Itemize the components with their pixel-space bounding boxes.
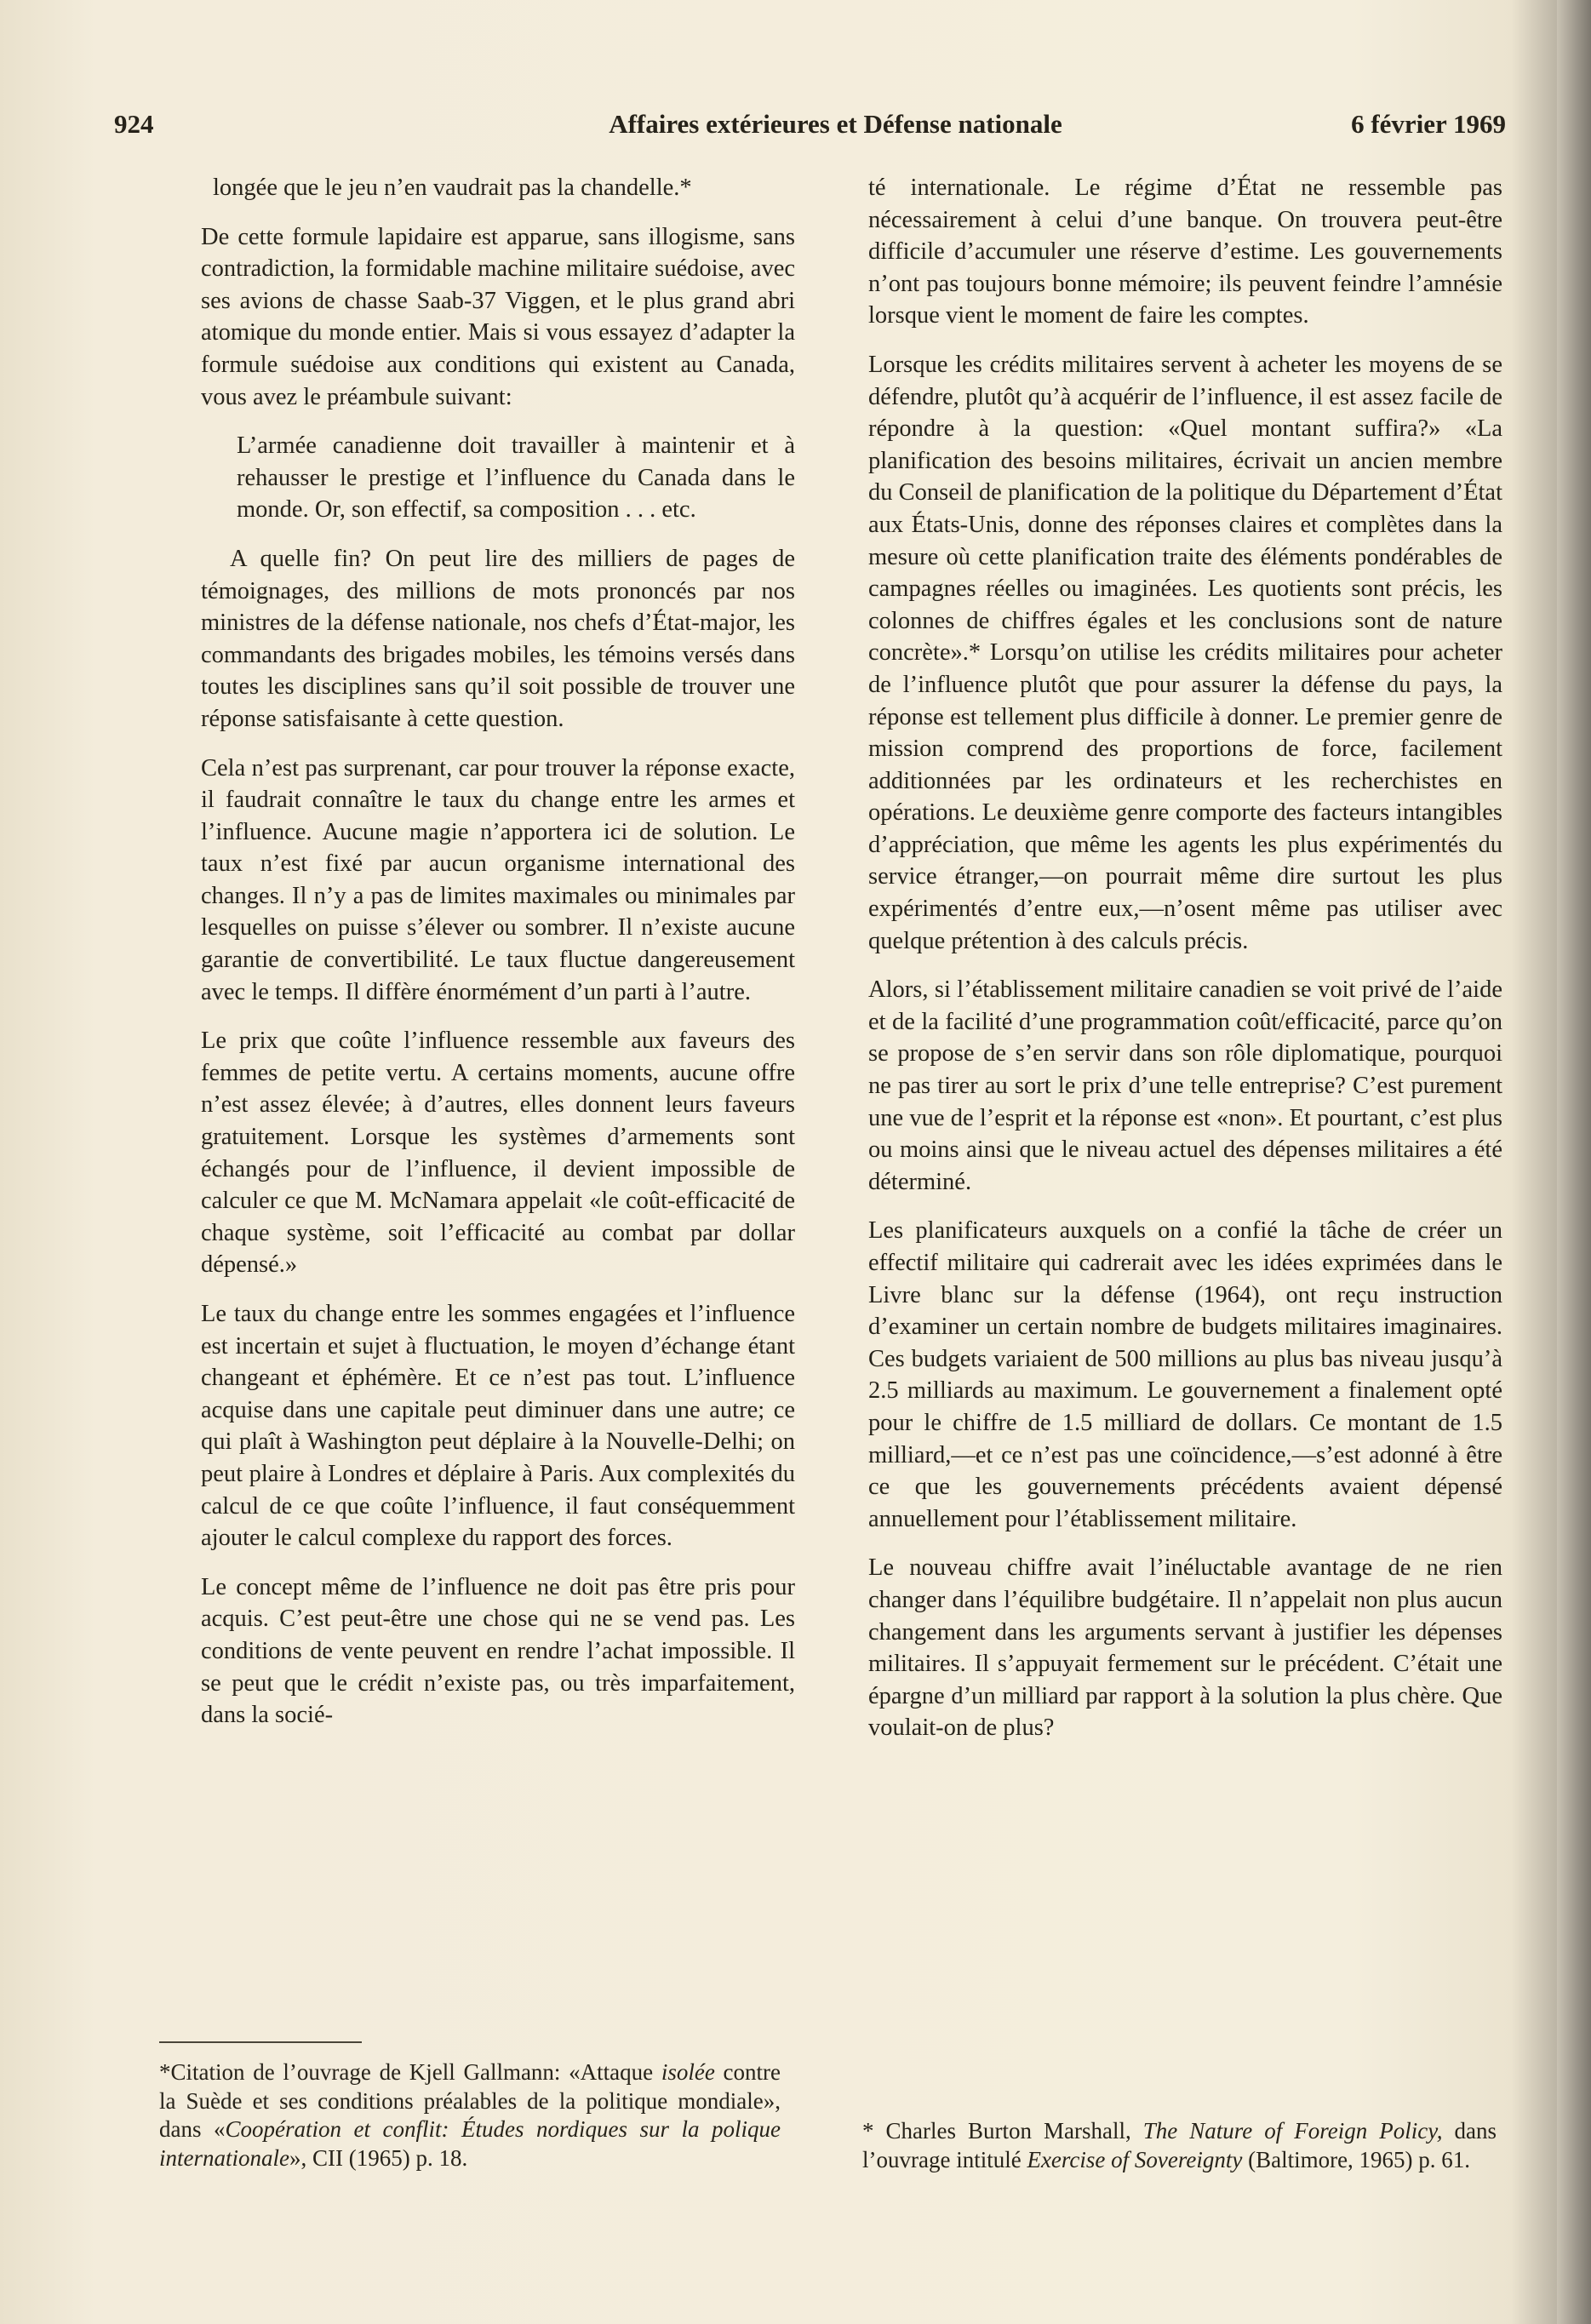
footnote-italic: isolée	[661, 2059, 715, 2085]
paragraph: Le prix que coûte l’influence ressemble aux faveurs des femmes de petite vertu. A certains moments, aucune offre n’est assez élevée; à d’autres, elles donnent leurs faveurs gratuitement. Lorsque les systèmes d’armements sont échangés pour de l’influence, il devient impossible de calculer ce que M. McNamara appelait «le coût-efficacité de chaque système, soit l’efficacité au combat par dollar dépensé.»	[201, 1027, 795, 1279]
footnote-divider	[159, 2041, 362, 2043]
paragraph: Le concept même de l’influence ne doit pas être pris pour acquis. C’est peut-être une chose qui ne se vend pas. Les conditions de vente peuvent en rendre l’achat impossible. Il se peut que le crédit n’existe pas, ou très imparfaitement, dans la socié-	[201, 1573, 795, 1729]
page-binding-edge	[1557, 0, 1591, 2324]
footnote-italic: Coopération et conflit: Études nordiques sur la polique internationale	[159, 2116, 781, 2171]
paragraph: De cette formule lapidaire est apparue, sans illogisme, sans contradiction, la formidable machine militaire suédoise, avec ses avions de chasse Saab-37 Viggen, et le plus grand abri atomique du monde entier. Mais si vous essayez d’adapter la formule suédoise aux conditions qui existent au Canada, vous avez le préambule suivant:	[201, 223, 795, 410]
paragraph: Le nouveau chiffre avait l’inéluctable avantage de ne rien changer dans l’équilibre budgétaire. Il n’appelait non plus aucun changement dans les arguments servant à justifier les dépenses militaires. Il s’appuyait fermement sur le précédent. C’était une épargne d’un milliard par rapport à la solution la plus chère. Que voulait-on de plus?	[868, 1554, 1502, 1742]
paragraph: Alors, si l’établissement militaire canadien se voit privé de l’aide et de la facilité d’une programmation coût/efficacité, parce qu’on se propose de s’en servir dans son rôle diplomatique, pourquoi ne pas tirer au sort le prix d’une telle entreprise? C’est purement une vue de l’esprit et la réponse est «non». Et pourtant, c’est plus ou moins ainsi que le niveau actuel des dépenses militaires a été déterminé.	[868, 976, 1502, 1195]
footnote-right	[862, 2117, 1497, 2174]
footnote-text: contre la Suède et ses conditions préalables de la politique mondiale», dans «	[159, 2059, 781, 2142]
footnote-left	[159, 2058, 781, 2172]
block-quote: L’armée canadienne doit travailler à maintenir et à rehausser le prestige et l’influence du Canada dans le monde. Or, son effectif, sa composition . . . etc.	[237, 432, 795, 524]
header-date: 6 février 1969	[1351, 109, 1506, 139]
paragraph: longée que le jeu n’en vaudrait pas la chandelle.*	[213, 175, 692, 201]
footnote-text: », CII (1965) p. 18.	[289, 2144, 468, 2171]
footnote-text: *Citation de l’ouvrage de Kjell Gallmann: «Attaque	[159, 2059, 661, 2085]
footnote-italic: The Nature of Foreign Policy,	[1142, 2118, 1443, 2144]
footnote-text: (Baltimore, 1965) p. 61.	[1242, 2146, 1471, 2172]
paragraph: té internationale. Le régime d’État ne ressemble pas nécessairement à celui d’une banque. On trouvera peut-être difficile d’accumuler une réserve d’estime. Les gouvernements n’ont pas toujours bonne mémoire; ils peuvent feindre l’amnésie lorsque vient le moment de faire les comptes.	[868, 175, 1502, 329]
paragraph: A quelle fin? On peut lire des milliers de pages de témoignages, des millions de mots prononcés par nos ministres de la défense nationale, nos chefs d’État-major, les commandants des brigades mobiles, les témoins versés dans toutes les disciplines sans qu’il soit possible de trouver une réponse satisfaisante à cette question.	[201, 545, 795, 732]
right-column	[868, 172, 1502, 1761]
footnote-text: dans l’ouvrage intitulé	[862, 2118, 1497, 2172]
page-number: 924	[114, 109, 154, 139]
paragraph: Le taux du change entre les sommes engagées et l’influence est incertain et sujet à fluctuation, le moyen d’échange étant changeant et éphémère. Et ce n’est pas tout. L’influence acquise dans une capitale peut diminuer dans une autre; ce qui plaît à Washington peut déplaire à la Nouvelle-Delhi; on peut plaire à Londres et déplaire à Paris. Aux complexités du calcul de ce que coûte l’influence, il faut conséquemment ajouter le calcul complexe du rapport des forces.	[201, 1301, 795, 1552]
paragraph: Les planificateurs auxquels on a confié la tâche de créer un effectif militaire qui cadrerait avec les idées exprimées dans le Livre blanc sur la défense (1964), ont reçu instruction d’examiner un certain nombre de budgets militaires imaginaires. Ces budgets variaient de 500 millions au plus bas niveau jusqu’à 2.5 milliards au maximum. Le gouvernement a finalement opté pour le chiffre de 1.5 milliard de dollars. Ce montant de 1.5 milliard,—et ce n’est pas une coïncidence,—s’est adonné à être ce que les gouvernements précédents avaient dépensé annuellement pour l’établissement militaire.	[868, 1217, 1502, 1532]
paragraph: Cela n’est pas surprenant, car pour trouver la réponse exacte, il faudrait connaître le taux du change entre les armes et l’influence. Aucune magie n’apportera ici de solution. Le taux n’est fixé par aucun organisme international des changes. Il n’y a pas de limites maximales ou minimales par lesquelles on puisse s’élever ou sombrer. Il n’existe aucune garantie de convertibilité. Le taux fluctue dangereusement avec le temps. Il diffère énormément d’un parti à l’autre.	[201, 754, 795, 1005]
footnote-italic: Exercise of Sovereignty	[1027, 2146, 1243, 2172]
running-header	[114, 109, 1506, 146]
running-title: Affaires extérieures et Défense nationale	[609, 109, 1062, 139]
paragraph: Lorsque les crédits militaires servent à acheter les moyens de se défendre, plutôt qu’à acquérir de l’influence, il est assez facile de répondre à la question: «Quel montant suffira?» «La planification des besoins militaires, écrivait un ancien membre du Conseil de planification de la politique du Département d’État aux États-Unis, donne des réponses claires et complètes dans la mesure où cette planification traite des éléments pondérables de campagnes réelles ou imaginées. Les quotients sont précis, les colonnes de chiffres égales et les conclusions sont de nature concrète».* Lorsqu’on utilise les crédits militaires pour acheter de l’influence plutôt que pour assurer la défense du pays, la réponse est tellement plus difficile à donner. Le premier genre de mission comprend des proportions de force, facilement additionnées par les ordinateurs et les recherchistes en opérations. Le deuxième genre comporte des facteurs intangibles d’appréciation, que même les agents les plus expérimentés du service étranger,—on pourrait même dire surtout les plus expérimentés d’entre eux,—n’osent même pas utiliser avec quelque prétention à des calculs précis.	[868, 351, 1502, 954]
footnote-text: * Charles Burton Marshall,	[862, 2118, 1143, 2144]
left-column	[201, 172, 795, 1749]
